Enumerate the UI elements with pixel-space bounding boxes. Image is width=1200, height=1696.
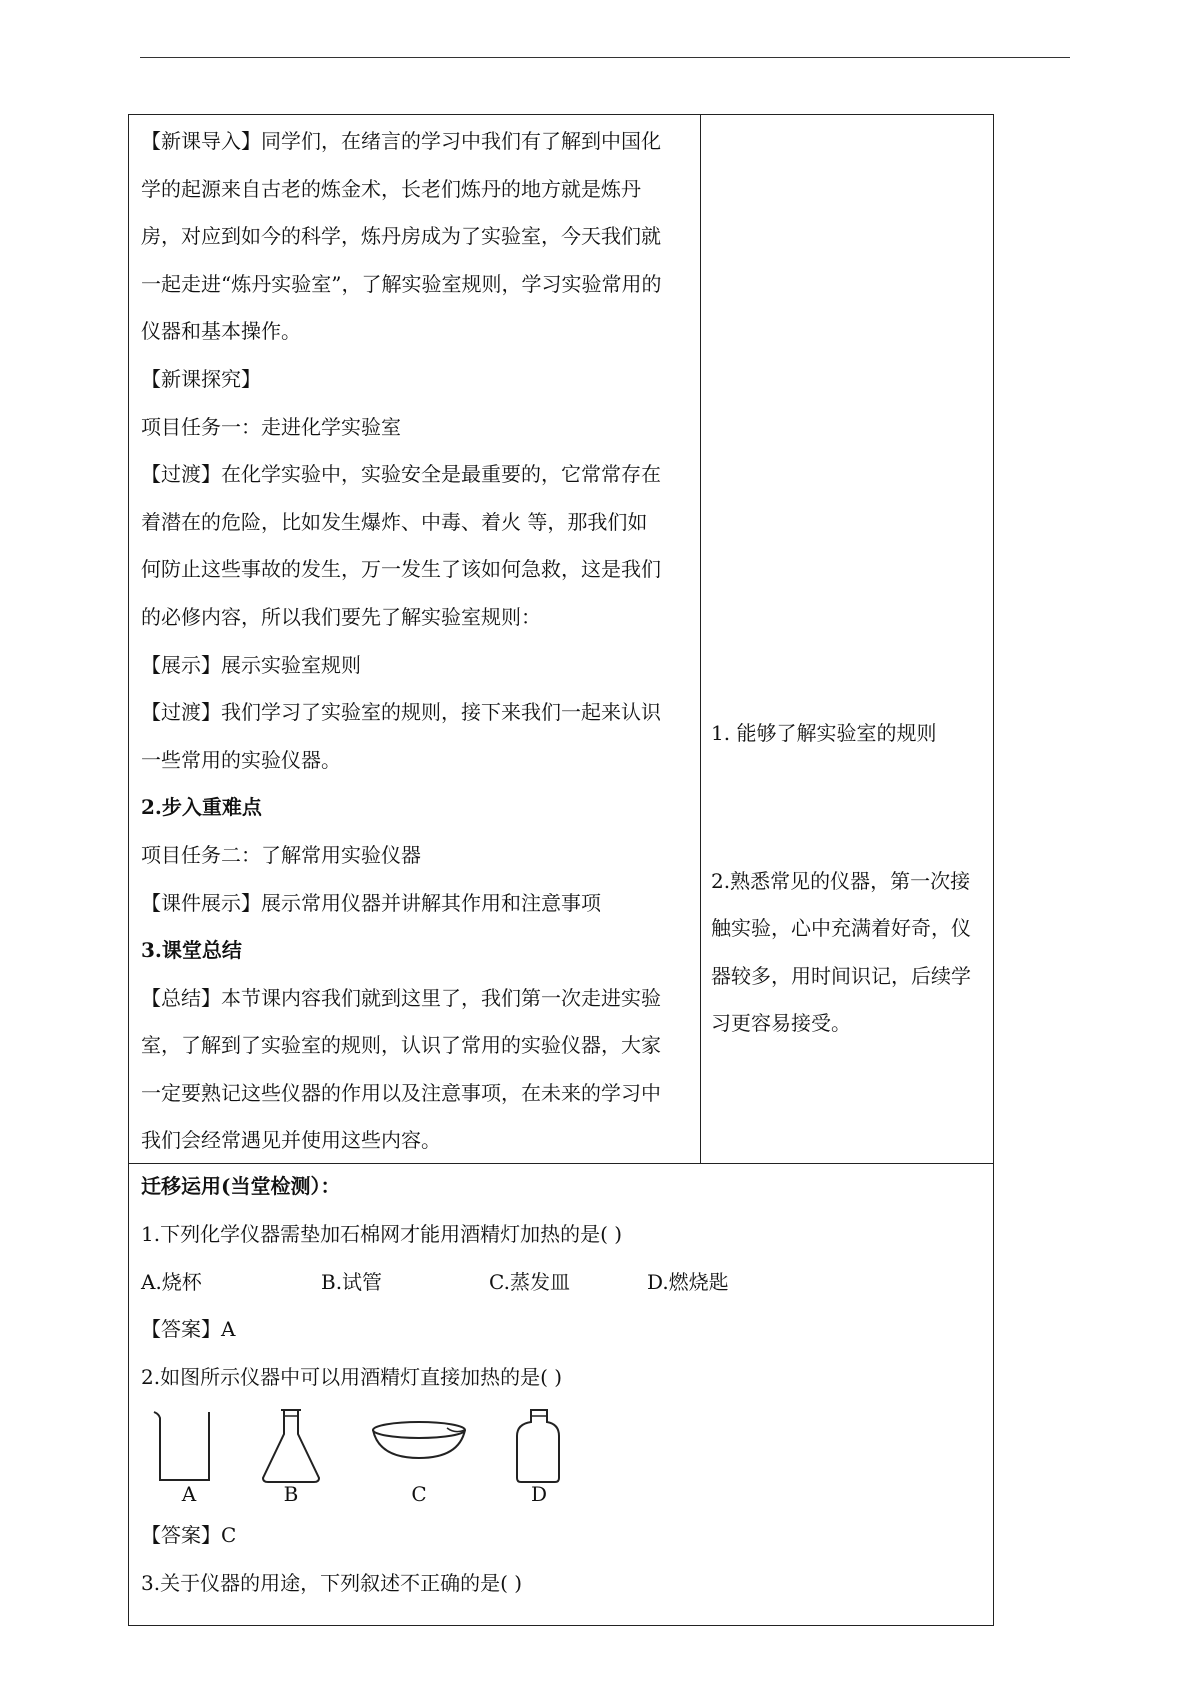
goal-2-line: 触实验，心中充满着好奇，仪 xyxy=(711,916,971,941)
conical-flask-icon xyxy=(259,1408,323,1486)
text-line: 房，对应到如今的科学，炼丹房成为了实验室，今天我们就 xyxy=(141,224,661,249)
text-line: 仪器和基本操作。 xyxy=(141,319,301,344)
option-d: D.燃烧匙 xyxy=(647,1269,729,1294)
figure-label-a: A xyxy=(181,1481,197,1506)
header-rule xyxy=(140,57,1070,58)
text-line: 一起走进“炼丹实验室”，了解实验室规则，学习实验常用的 xyxy=(141,271,662,296)
option-a: A.烧杯 xyxy=(141,1269,202,1294)
text-line: 项目任务二：了解常用实验仪器 xyxy=(141,842,421,867)
question-2-figures xyxy=(141,1402,981,1512)
goal-2-line: 器较多，用时间识记，后续学 xyxy=(711,963,971,988)
figure-label-d: D xyxy=(530,1481,548,1506)
text-line: 【新课探究】 xyxy=(141,366,261,391)
goal-2-line: 2.熟悉常见的仪器，第一次接 xyxy=(711,868,971,893)
beaker-icon xyxy=(151,1408,215,1486)
question-1-answer: 【答案】A xyxy=(141,1317,236,1342)
text-line: 一定要熟记这些仪器的作用以及注意事项，在未来的学习中 xyxy=(141,1080,661,1105)
figure-label-c: C xyxy=(411,1481,427,1506)
question-1-stem: 1.下列化学仪器需垫加石棉网才能用酒精灯加热的是( ) xyxy=(141,1221,623,1246)
evaporating-dish-icon xyxy=(369,1408,469,1468)
section-heading: 3.课堂总结 xyxy=(141,938,242,963)
text-line: 何防止这些事故的发生，万一发生了该如何急救，这是我们 xyxy=(141,557,661,582)
text-line: 我们会经常遇见并使用这些内容。 xyxy=(141,1128,441,1153)
practice-heading: 迁移运用(当堂检测）： xyxy=(141,1174,341,1198)
section-heading: 2.步入重难点 xyxy=(141,795,262,820)
text-line: 【课件展示】展示常用仪器并讲解其作用和注意事项 xyxy=(141,890,601,915)
question-3-stem: 3.关于仪器的用途，下列叙述不正确的是( ) xyxy=(141,1570,523,1595)
lesson-table xyxy=(128,114,994,1626)
option-b: B.试管 xyxy=(321,1269,383,1294)
text-line: 室，了解到了实验室的规则，认识了常用的实验仪器，大家 xyxy=(141,1033,661,1058)
figure-label-b: B xyxy=(283,1481,299,1506)
option-c: C.蒸发皿 xyxy=(489,1269,570,1294)
text-line: 的必修内容，所以我们要先了解实验室规则： xyxy=(141,604,541,629)
question-2-stem: 2.如图所示仪器中可以用酒精灯直接加热的是( ) xyxy=(141,1365,563,1390)
text-line: 学的起源来自古老的炼金术，长老们炼丹的地方就是炼丹 xyxy=(141,176,641,201)
text-line: 【过渡】我们学习了实验室的规则，接下来我们一起来认识 xyxy=(141,700,661,725)
text-line: 【总结】本节课内容我们就到这里了，我们第一次走进实验 xyxy=(141,985,661,1010)
design-intent-column xyxy=(711,115,987,1048)
column-divider xyxy=(700,115,701,1163)
text-line: 项目任务一：走进化学实验室 xyxy=(141,414,401,439)
text-line: 【过渡】在化学实验中，实验安全是最重要的，它常常存在 xyxy=(141,462,661,487)
goal-1: 1. 能够了解实验室的规则 xyxy=(711,721,937,745)
question-2-answer: 【答案】C xyxy=(141,1522,237,1547)
text-line: 【展示】展示实验室规则 xyxy=(141,652,361,677)
text-line: 【新课导入】同学们，在绪言的学习中我们有了解到中国化 xyxy=(141,129,661,153)
text-line: 着潜在的危险，比如发生爆炸、中毒、着火 等，那我们如 xyxy=(141,509,648,534)
reagent-bottle-icon xyxy=(511,1408,567,1486)
practice-section xyxy=(141,1163,981,1608)
text-line: 一些常用的实验仪器。 xyxy=(141,747,341,772)
goal-2-line: 习更容易接受。 xyxy=(711,1011,851,1036)
teaching-process-column xyxy=(141,118,693,1165)
question-1-options xyxy=(141,1259,981,1307)
